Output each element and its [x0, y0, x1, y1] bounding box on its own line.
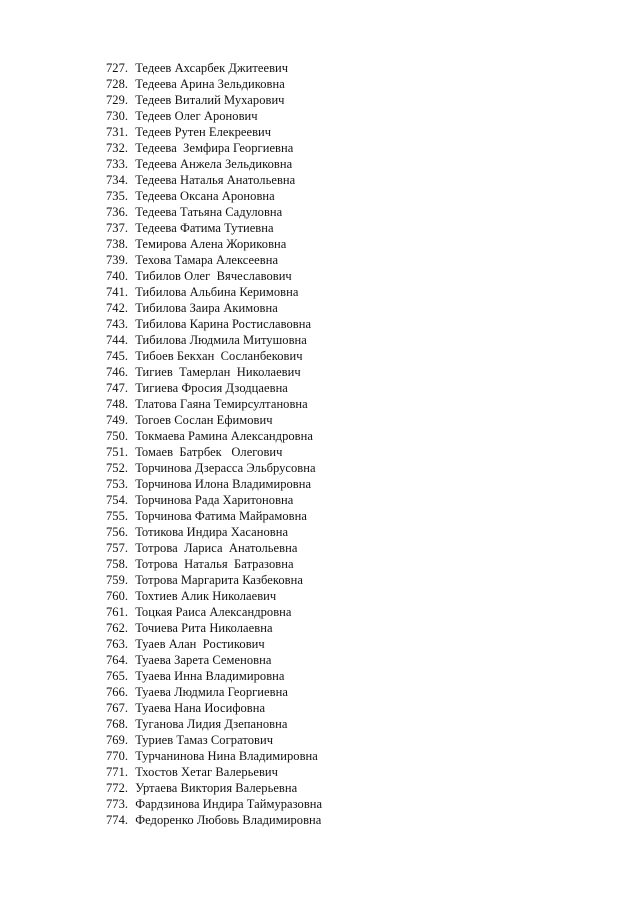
- entry-name: Тоцкая Раиса Александровна: [135, 605, 292, 619]
- list-item: [106, 300, 322, 316]
- list-item: [106, 476, 322, 492]
- entry-name: Тедеева Татьяна Садуловна: [135, 205, 283, 219]
- entry-number: 761.: [106, 605, 129, 619]
- entry-number: 750.: [106, 429, 129, 443]
- entry-name: Уртаева Виктория Валерьевна: [135, 781, 298, 795]
- list-item: [106, 108, 322, 124]
- entry-number: 753.: [106, 477, 129, 491]
- entry-number: 741.: [106, 285, 129, 299]
- list-item: [106, 460, 322, 476]
- list-item: [106, 236, 322, 252]
- list-item: [106, 620, 322, 636]
- entry-number: 744.: [106, 333, 129, 347]
- entry-name: Тибилова Карина Ростиславовна: [135, 317, 312, 331]
- entry-name: Тигиев Тамерлан Николаевич: [135, 365, 301, 379]
- entry-name: Тибилова Альбина Керимовна: [135, 285, 299, 299]
- entry-name: Тибилова Заира Акимовна: [135, 301, 278, 315]
- entry-name: Тхостов Хетаг Валерьевич: [135, 765, 279, 779]
- entry-name: Тедеева Фатима Тутиевна: [135, 221, 274, 235]
- entry-number: 735.: [106, 189, 129, 203]
- entry-name: Федоренко Любовь Владимировна: [135, 813, 322, 827]
- entry-number: 754.: [106, 493, 129, 507]
- entry-number: 730.: [106, 109, 129, 123]
- entry-number: 769.: [106, 733, 129, 747]
- entry-number: 751.: [106, 445, 129, 459]
- entry-name: Торчинова Илона Владимировна: [135, 477, 312, 491]
- entry-number: 745.: [106, 349, 129, 363]
- entry-number: 742.: [106, 301, 129, 315]
- entry-number: 766.: [106, 685, 129, 699]
- entry-name: Туаева Нана Иосифовна: [135, 701, 266, 715]
- entry-number: 729.: [106, 93, 129, 107]
- entry-name: Тохтиев Алик Николаевич: [135, 589, 277, 603]
- entry-number: 743.: [106, 317, 129, 331]
- entry-name: Тедеев Олег Аронович: [135, 109, 258, 123]
- list-item: [106, 284, 322, 300]
- list-item: [106, 60, 322, 76]
- entry-name: Тедеева Анжела Зельдиковна: [135, 157, 293, 171]
- list-item: [106, 332, 322, 348]
- list-item: [106, 508, 322, 524]
- entry-number: 765.: [106, 669, 129, 683]
- entry-number: 758.: [106, 557, 129, 571]
- entry-number: 774.: [106, 813, 129, 827]
- list-item: [106, 572, 322, 588]
- entry-number: 739.: [106, 253, 129, 267]
- entry-name: Точиева Рита Николаевна: [135, 621, 273, 635]
- entry-name: Туаева Зарета Семеновна: [135, 653, 272, 667]
- entry-number: 763.: [106, 637, 129, 651]
- entry-number: 752.: [106, 461, 129, 475]
- entry-name: Туриев Тамаз Согратович: [135, 733, 274, 747]
- entry-number: 762.: [106, 621, 129, 635]
- list-item: [106, 748, 322, 764]
- entry-number: 727.: [106, 61, 129, 75]
- entry-name: Туганова Лидия Дзепановна: [135, 717, 288, 731]
- entry-name: Токмаева Рамина Александровна: [135, 429, 313, 443]
- entry-number: 749.: [106, 413, 129, 427]
- list-item: [106, 140, 322, 156]
- list-item: [106, 268, 322, 284]
- entry-name: Тедеева Арина Зельдиковна: [135, 77, 285, 91]
- entry-name: Тедеев Рутен Елекреевич: [135, 125, 272, 139]
- entry-number: 771.: [106, 765, 129, 779]
- list-item: [106, 764, 322, 780]
- entry-number: 773.: [106, 797, 129, 811]
- list-item: [106, 732, 322, 748]
- entry-number: 772.: [106, 781, 129, 795]
- entry-name: Тибоев Бекхан Сосланбекович: [135, 349, 303, 363]
- entry-number: 736.: [106, 205, 129, 219]
- entry-name: Тотрова Маргарита Казбековна: [135, 573, 303, 587]
- list-item: [106, 412, 322, 428]
- entry-number: 728.: [106, 77, 129, 91]
- entry-number: 767.: [106, 701, 129, 715]
- entry-number: 740.: [106, 269, 129, 283]
- entry-name: Тлатова Гаяна Темирсултановна: [135, 397, 308, 411]
- list-item: [106, 316, 322, 332]
- list-item: [106, 556, 322, 572]
- list-item: [106, 652, 322, 668]
- list-item: [106, 540, 322, 556]
- name-list: [106, 60, 322, 828]
- entry-number: 756.: [106, 525, 129, 539]
- list-item: [106, 796, 322, 812]
- entry-name: Тигиева Фросия Дзодцаевна: [135, 381, 288, 395]
- entry-number: 747.: [106, 381, 129, 395]
- entry-name: Тотрова Лариса Анатольевна: [135, 541, 298, 555]
- entry-name: Фардзинова Индира Таймуразовна: [135, 797, 323, 811]
- entry-name: Торчинова Рада Харитоновна: [135, 493, 294, 507]
- entry-number: 738.: [106, 237, 129, 251]
- entry-name: Тедеева Земфира Георгиевна: [135, 141, 294, 155]
- list-item: [106, 492, 322, 508]
- entry-name: Туаева Инна Владимировна: [135, 669, 285, 683]
- entry-name: Туаева Людмила Георгиевна: [135, 685, 288, 699]
- list-item: [106, 812, 322, 828]
- list-item: [106, 668, 322, 684]
- entry-number: 734.: [106, 173, 129, 187]
- list-item: [106, 220, 322, 236]
- list-item: [106, 364, 322, 380]
- entry-number: 760.: [106, 589, 129, 603]
- list-item: [106, 700, 322, 716]
- list-item: [106, 380, 322, 396]
- entry-name: Тедеев Ахсарбек Джитеевич: [135, 61, 289, 75]
- list-item: [106, 348, 322, 364]
- entry-name: Тибилова Людмила Митушовна: [135, 333, 307, 347]
- entry-number: 732.: [106, 141, 129, 155]
- list-item: [106, 172, 322, 188]
- list-item: [106, 188, 322, 204]
- entry-number: 768.: [106, 717, 129, 731]
- entry-name: Тибилов Олег Вячеславович: [135, 269, 292, 283]
- list-item: [106, 76, 322, 92]
- entry-name: Торчинова Дзерасса Эльбрусовна: [135, 461, 316, 475]
- list-item: [106, 156, 322, 172]
- entry-number: 764.: [106, 653, 129, 667]
- list-item: [106, 444, 322, 460]
- entry-number: 757.: [106, 541, 129, 555]
- list-item: [106, 780, 322, 796]
- entry-name: Туаев Алан Ростикович: [135, 637, 265, 651]
- entry-number: 733.: [106, 157, 129, 171]
- entry-number: 755.: [106, 509, 129, 523]
- entry-name: Темирова Алена Жориковна: [135, 237, 287, 251]
- entry-name: Тедеев Виталий Мухарович: [135, 93, 285, 107]
- entry-name: Тедеева Оксана Ароновна: [135, 189, 275, 203]
- list-item: [106, 588, 322, 604]
- entry-number: 748.: [106, 397, 129, 411]
- list-item: [106, 524, 322, 540]
- list-item: [106, 716, 322, 732]
- list-item: [106, 252, 322, 268]
- entry-number: 731.: [106, 125, 129, 139]
- entry-name: Торчинова Фатима Майрамовна: [135, 509, 307, 523]
- entry-name: Тогоев Сослан Ефимович: [135, 413, 273, 427]
- entry-name: Томаев Батрбек Олегович: [135, 445, 283, 459]
- entry-number: 759.: [106, 573, 129, 587]
- list-item: [106, 124, 322, 140]
- entry-name: Турчанинова Нина Владимировна: [135, 749, 318, 763]
- entry-name: Техова Тамара Алексеевна: [135, 253, 279, 267]
- entry-number: 770.: [106, 749, 129, 763]
- entry-name: Тотикова Индира Хасановна: [135, 525, 289, 539]
- list-item: [106, 396, 322, 412]
- list-item: [106, 636, 322, 652]
- entry-name: Тотрова Наталья Батразовна: [135, 557, 294, 571]
- list-item: [106, 92, 322, 108]
- entry-number: 746.: [106, 365, 129, 379]
- entry-name: Тедеева Наталья Анатольевна: [135, 173, 296, 187]
- list-item: [106, 604, 322, 620]
- list-item: [106, 428, 322, 444]
- entry-number: 737.: [106, 221, 129, 235]
- list-item: [106, 204, 322, 220]
- list-item: [106, 684, 322, 700]
